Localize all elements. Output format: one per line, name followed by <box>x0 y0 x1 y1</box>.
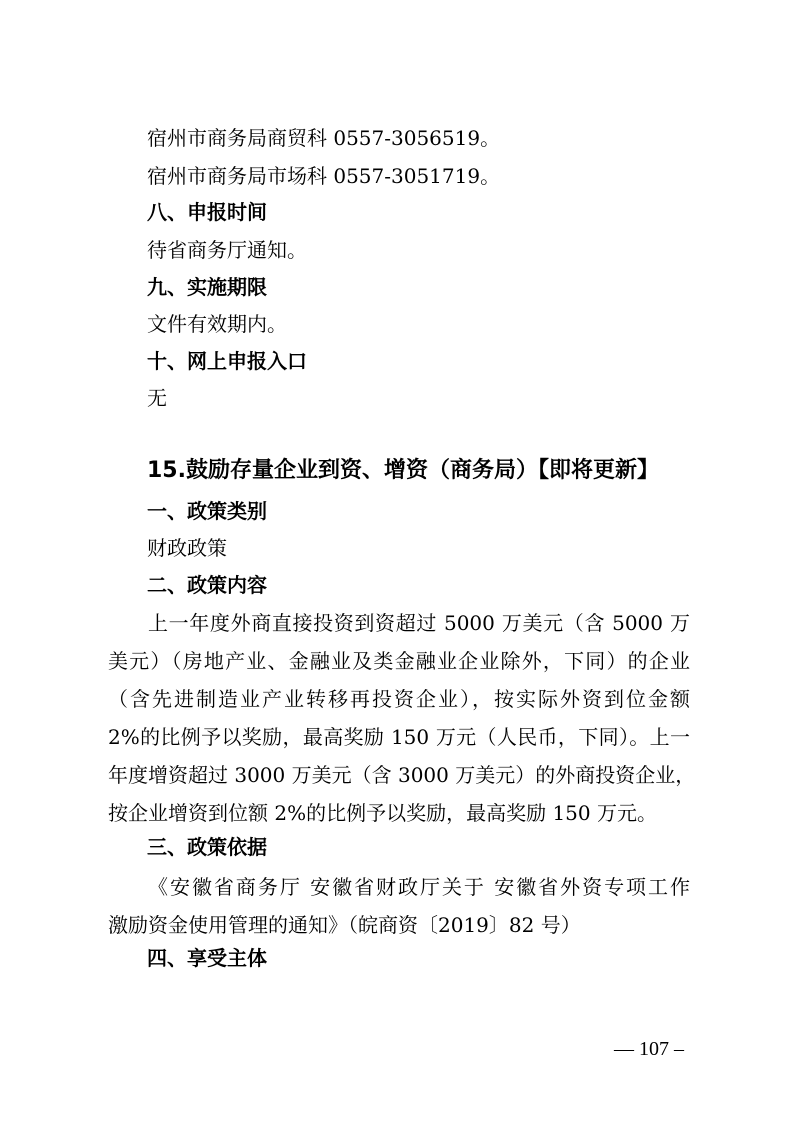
policy-content-paragraph <box>108 604 696 832</box>
paragraph-line: 年度增资超过 3000 万美元（含 3000 万美元）的外商投资企业， <box>108 763 696 787</box>
paragraph-line: 激励资金使用管理的通知》（皖商资〔2019〕82 号） <box>108 913 581 937</box>
paragraph-line: 《安徽省商务厅 安徽省财政厅关于 安徽省外资专项工作 <box>148 875 690 899</box>
paragraph-line: 美元）（房地产业、金融业及类金融业企业除外，下同）的企业 <box>108 649 690 673</box>
section-heading: 十、网上申报入口 <box>147 349 307 373</box>
section-body: 无 <box>147 386 167 410</box>
section-body: 待省商务厅通知。 <box>147 238 307 262</box>
paragraph-line: 2%的比例予以奖励，最高奖励 150 万元（人民币，下同）。上一 <box>108 725 690 749</box>
section-heading: 一、政策类别 <box>147 499 267 523</box>
section-heading: 二、政策内容 <box>147 573 267 597</box>
contact-line: 宿州市商务局市场科 0557-3051719。 <box>147 164 501 188</box>
contact-line: 宿州市商务局商贸科 0557-3056519。 <box>147 126 501 150</box>
paragraph-line: 按企业增资到位额 2%的比例予以奖励，最高奖励 150 万元。 <box>108 801 657 825</box>
policy-basis-paragraph <box>108 868 690 944</box>
section-heading: 四、享受主体 <box>147 946 267 970</box>
section-body: 文件有效期内。 <box>147 312 287 336</box>
section-heading: 三、政策依据 <box>147 835 267 859</box>
paragraph-line: （含先进制造业产业转移再投资企业），按实际外资到位金额 <box>108 687 690 711</box>
section-heading: 九、实施期限 <box>147 275 267 299</box>
page-number: — 107 – <box>614 1038 684 1060</box>
section-body: 财政政策 <box>147 536 227 560</box>
paragraph-line: 上一年度外商直接投资到资超过 5000 万美元（含 5000 万 <box>148 611 690 635</box>
policy-title: 15.鼓励存量企业到资、增资（商务局）【即将更新】 <box>147 458 659 483</box>
section-heading: 八、申报时间 <box>147 200 267 224</box>
